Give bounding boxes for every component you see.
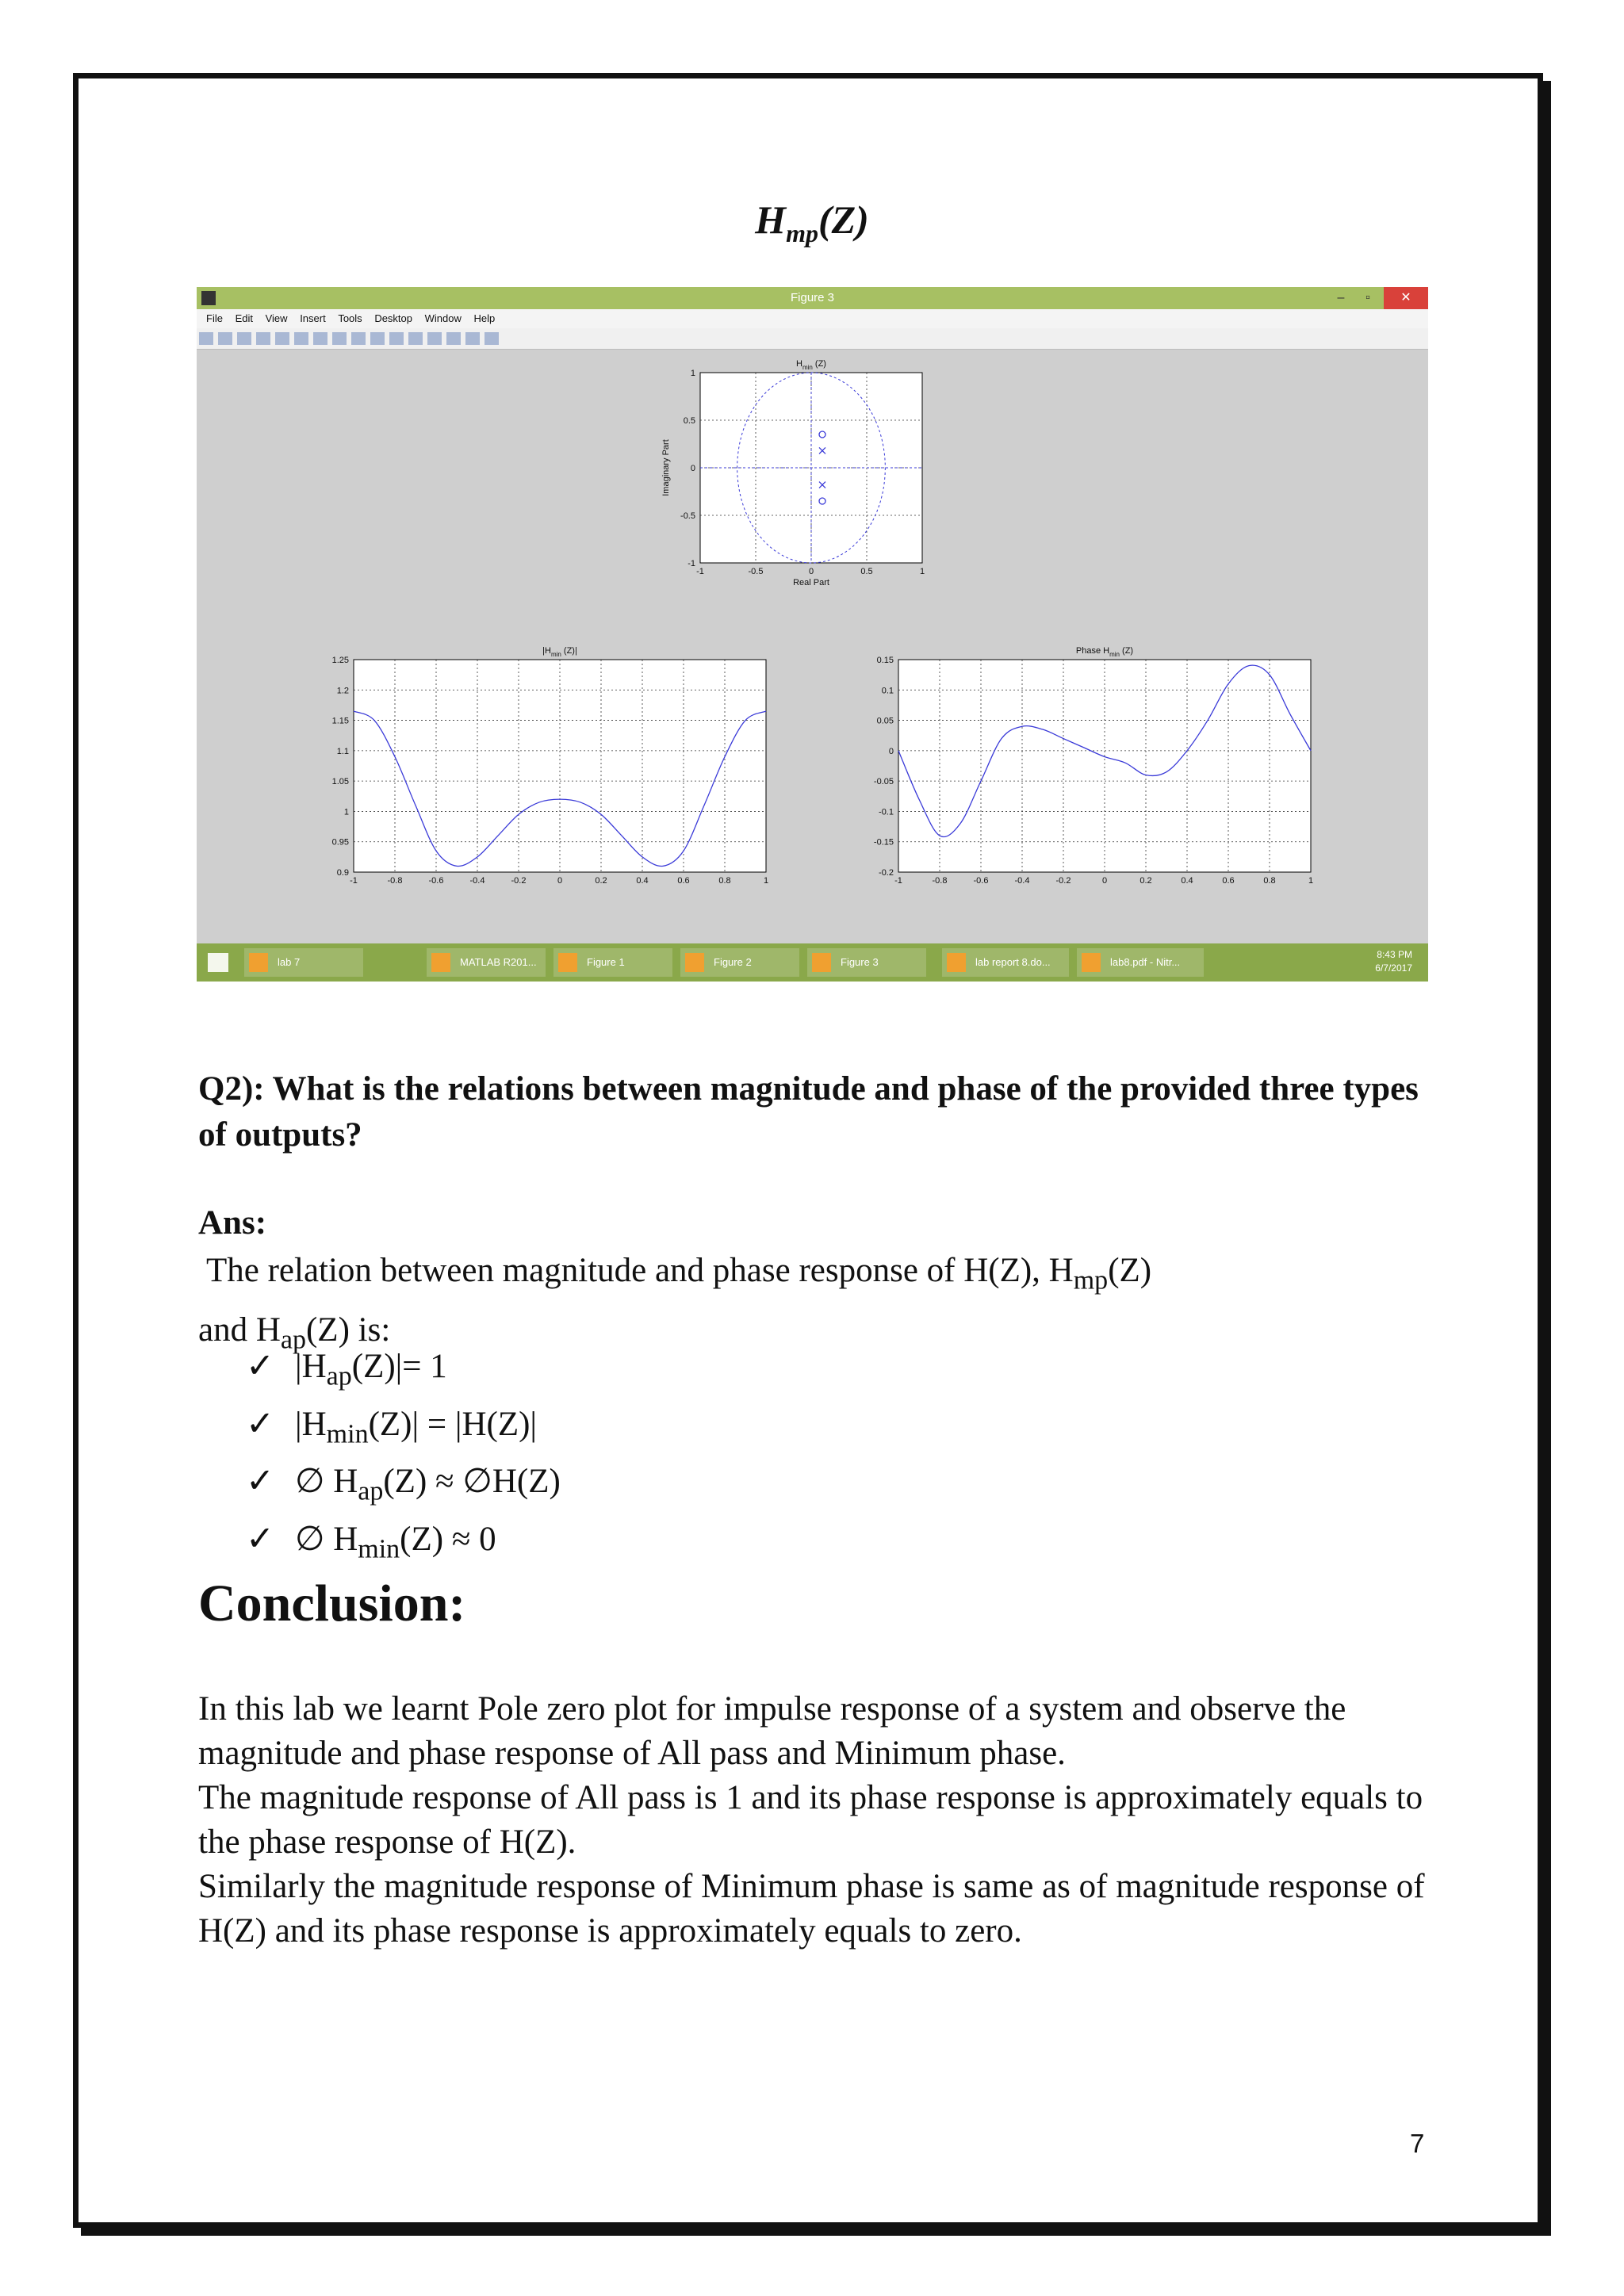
- figure-toolbar: [197, 328, 1428, 350]
- phase-x-tick-label: 0.6: [1222, 876, 1235, 886]
- open-icon[interactable]: [218, 332, 232, 345]
- pz-y-tick-label: 0: [690, 464, 695, 473]
- mag-y-tick-label: 1.15: [331, 716, 349, 726]
- mag-y-tick-label: 1.2: [336, 686, 349, 696]
- restore-icon[interactable]: ▫: [1365, 291, 1370, 304]
- pz-title: $H_{min}$ (Z): [796, 359, 826, 371]
- conclusion-heading: Conclusion:: [198, 1575, 466, 1632]
- conclusion-body: [198, 1687, 1451, 1954]
- mag-title: $|H_{min}$ (Z)|: [542, 646, 577, 658]
- colorbar-icon[interactable]: [427, 332, 442, 345]
- close-icon[interactable]: ✕: [1384, 287, 1428, 309]
- pz-x-tick-label: 0.5: [860, 567, 873, 576]
- print-icon[interactable]: [256, 332, 270, 345]
- window-title: Figure 3: [790, 291, 835, 304]
- pan-icon[interactable]: [332, 332, 347, 345]
- pz-y-tick-label: -0.5: [680, 511, 695, 521]
- check-icon: ✓: [246, 1405, 275, 1443]
- taskbar-item-figure-3[interactable]: Figure 3: [807, 948, 926, 977]
- taskbar-item-figure-1[interactable]: Figure 1: [553, 948, 672, 977]
- taskbar-item-word[interactable]: lab report 8.do...: [942, 948, 1069, 977]
- save-icon[interactable]: [237, 332, 251, 345]
- zoom-out-icon[interactable]: [313, 332, 327, 345]
- mag-y-tick-label: 1.25: [331, 656, 349, 665]
- mag-y-tick-label: 1.05: [331, 777, 349, 787]
- phase-x-tick-label: 1: [1308, 876, 1314, 886]
- menu-insert[interactable]: Insert: [300, 312, 326, 324]
- pz-xlabel: Real Part: [793, 578, 829, 587]
- mag-x-tick-label: -0.8: [387, 876, 403, 886]
- phase-x-tick-label: 0.2: [1139, 876, 1152, 886]
- check-icon: ✓: [246, 1463, 275, 1501]
- phase-title: Phase $H_{min}$ (Z): [1075, 646, 1134, 658]
- matlab-plots: [197, 349, 1428, 943]
- conclusion-paragraph-1: In this lab we learnt Pole zero plot for impulse response of a system and observe the magnitude and phase response of All pass and Minimum phase.: [198, 1690, 1346, 1772]
- mag-y-tick-label: 0.9: [336, 868, 349, 878]
- matlab-figure-screenshot: [197, 287, 1428, 982]
- phase-x-tick-label: 0.4: [1181, 876, 1193, 886]
- check-icon: ✓: [246, 1520, 275, 1558]
- hide-tools-icon[interactable]: [465, 332, 480, 345]
- phase-y-tick-label: 0.1: [881, 686, 894, 696]
- window-titlebar: [197, 287, 1428, 309]
- answer-text: The relation between magnitude and phase response of H(Z), $H_{mp}(Z)$ and $H_{ap}(Z)$ is:: [198, 1252, 1152, 1355]
- phase-y-tick-label: -0.05: [873, 777, 894, 787]
- taskbar-item-lab7[interactable]: lab 7: [244, 948, 363, 977]
- phase-y-tick-label: -0.1: [879, 807, 894, 817]
- figure-heading: $H_{mp}(Z)$: [755, 197, 869, 247]
- pz-y-tick-label: -1: [688, 559, 695, 568]
- phase-x-tick-label: 0.8: [1263, 876, 1276, 886]
- phase-x-tick-label: -0.2: [1055, 876, 1071, 886]
- windows-start-icon[interactable]: [208, 953, 228, 972]
- mag-x-tick-label: 0: [557, 876, 563, 886]
- check-item: ✓ ∅ $H_{ap}(Z)$ ≈ ∅H(Z): [246, 1458, 561, 1516]
- check-item: ✓ $|H_{min}(Z)| = |H(Z)|$: [246, 1401, 561, 1459]
- taskbar-clock: [1375, 948, 1412, 975]
- phase-x-tick-label: -0.4: [1014, 876, 1030, 886]
- new-figure-icon[interactable]: [199, 332, 213, 345]
- mag-y-tick-label: 1.1: [336, 746, 349, 756]
- pz-x-tick-label: -1: [696, 567, 704, 576]
- mag-x-tick-label: 0.6: [677, 876, 690, 886]
- phase-y-tick-label: -0.15: [873, 837, 894, 848]
- data-cursor-icon[interactable]: [370, 332, 385, 345]
- menu-view[interactable]: View: [265, 312, 288, 324]
- phase-y-tick-label: 0.15: [876, 656, 894, 665]
- phase-x-tick-label: 0: [1101, 876, 1108, 886]
- check-icon: ✓: [246, 1348, 275, 1385]
- show-tools-icon[interactable]: [485, 332, 499, 345]
- relation-checklist: [246, 1343, 561, 1573]
- taskbar-item-matlab[interactable]: MATLAB R201...: [427, 948, 546, 977]
- rotate-icon[interactable]: [351, 332, 366, 345]
- menu-help[interactable]: Help: [473, 312, 496, 324]
- mag-x-tick-label: -1: [350, 876, 358, 886]
- pz-x-tick-label: 0: [808, 567, 814, 576]
- windows-taskbar: [197, 943, 1428, 982]
- pz-y-tick-label: 1: [690, 369, 695, 378]
- menu-tools[interactable]: Tools: [338, 312, 362, 324]
- menu-window[interactable]: Window: [424, 312, 462, 324]
- taskbar-item-pdf[interactable]: lab8.pdf - Nitr...: [1077, 948, 1204, 977]
- phase-y-tick-label: 0.05: [876, 716, 894, 726]
- mag-x-tick-label: -0.2: [511, 876, 527, 886]
- pz-y-tick-label: 0.5: [683, 416, 695, 426]
- menu-desktop[interactable]: Desktop: [374, 312, 413, 324]
- menu-bar: [197, 309, 1428, 328]
- answer-label: Ans:: [198, 1204, 267, 1242]
- mag-x-tick-label: 1: [763, 876, 769, 886]
- minimize-icon[interactable]: –: [1337, 291, 1345, 304]
- taskbar-item-figure-2[interactable]: Figure 2: [680, 948, 799, 977]
- menu-edit[interactable]: Edit: [235, 312, 253, 324]
- phase-x-tick-label: -0.8: [932, 876, 948, 886]
- pz-ylabel: Imaginary Part: [661, 439, 671, 496]
- check-item: ✓ $|H_{ap}(Z)|= 1$: [246, 1343, 561, 1401]
- link-icon[interactable]: [408, 332, 423, 345]
- pz-x-tick-label: -0.5: [748, 567, 764, 576]
- brush-icon[interactable]: [389, 332, 404, 345]
- mag-x-tick-label: 0.4: [636, 876, 649, 886]
- page-number: 7: [1410, 2129, 1425, 2158]
- mag-y-tick-label: 0.95: [331, 837, 349, 848]
- clock-time: 8:43 PM: [1377, 949, 1412, 960]
- phase-x-tick-label: -0.6: [973, 876, 989, 886]
- pointer-icon[interactable]: [275, 332, 289, 345]
- mag-x-tick-label: 0.8: [718, 876, 731, 886]
- mag-x-tick-label: 0.2: [595, 876, 607, 886]
- phase-y-tick-label: -0.2: [879, 868, 894, 878]
- legend-icon[interactable]: [446, 332, 461, 345]
- pz-x-tick-label: 1: [919, 567, 925, 576]
- question-2: Q2): What is the relations between magnitude and phase of the provided three types of outputs?: [198, 1070, 1419, 1154]
- mag-x-tick-label: -0.4: [469, 876, 485, 886]
- menu-file[interactable]: File: [206, 312, 223, 324]
- check-item: ✓ ∅ $H_{min}(Z) \approx 0$: [246, 1516, 561, 1574]
- mag-y-tick-label: 1: [343, 807, 349, 817]
- conclusion-paragraph-2: The magnitude response of All pass is 1 and its phase response is approximately equals to the phase response of H(Z).: [198, 1779, 1423, 1861]
- conclusion-paragraph-3: Similarly the magnitude response of Minimum phase is same as of magnitude response of H(Z) and its phase response is approximately equals to zero.: [198, 1868, 1425, 1950]
- zoom-in-icon[interactable]: [294, 332, 308, 345]
- phase-y-tick-label: 0: [888, 746, 894, 756]
- clock-date: 6/7/2017: [1375, 962, 1412, 974]
- phase-x-tick-label: -1: [894, 876, 902, 886]
- mag-x-tick-label: -0.6: [428, 876, 444, 886]
